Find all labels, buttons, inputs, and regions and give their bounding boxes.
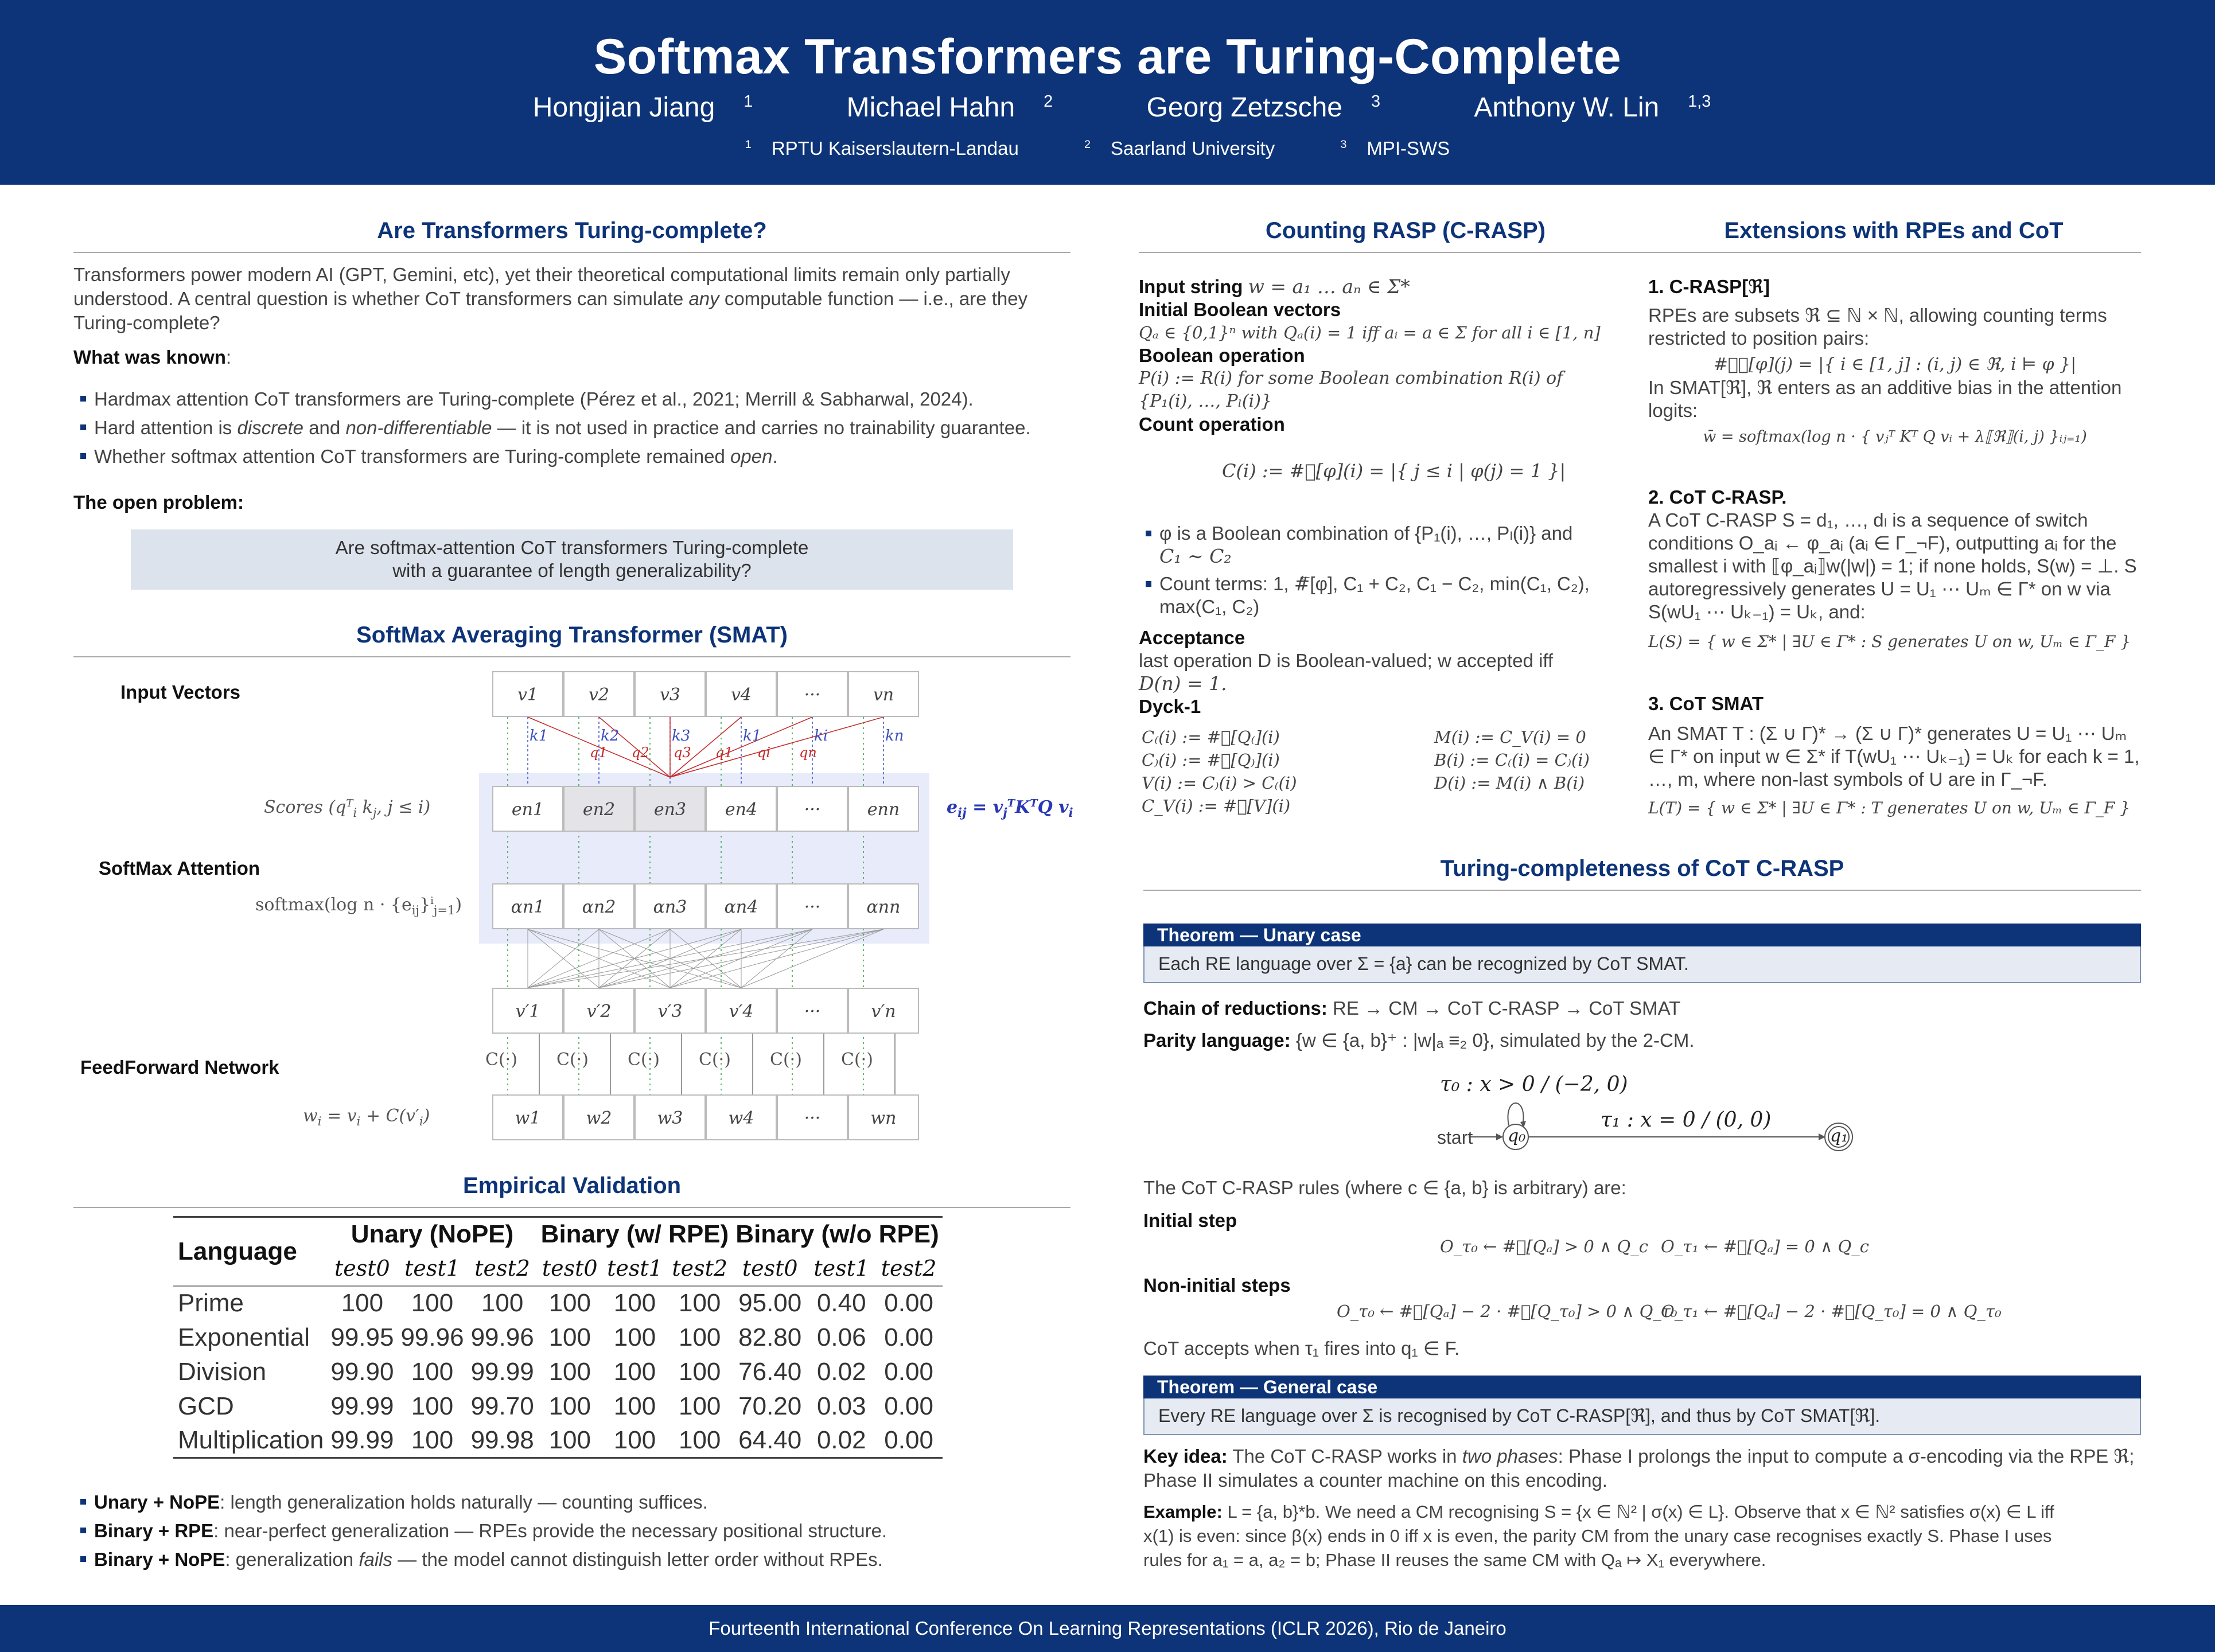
value-cell: 100 (602, 1286, 667, 1320)
value-cell: 100 (411, 1392, 454, 1420)
query-label: qn (799, 745, 817, 761)
smat-cell-a: αn2 (563, 883, 634, 929)
crasp-section-title: Counting RASP (C-RASP) (1139, 218, 1672, 253)
crasp-bool-formula: P(i) := R(i) for some Boolean combination R(i) of (1139, 368, 1563, 388)
value-cell: 100 (667, 1286, 732, 1320)
subcolumn-header: test2 (672, 1256, 728, 1281)
author: Michael Hahn $^2$ (846, 92, 1053, 123)
subcolumn-header: test0 (742, 1256, 798, 1281)
smat-cell-w: w3 (634, 1094, 706, 1140)
value-cell: 100 (678, 1323, 721, 1351)
ext-formula: w̄ = softmax(log n · { vⱼᵀ Kᵀ Q vᵢ + λ⟦ℜ⟧(i, j) }ᵢⱼ₌₁) (1703, 428, 2087, 446)
table-row (173, 1389, 943, 1424)
smat-cell-v: v2 (563, 671, 634, 717)
dyck-rule: M(i) := C_V(i) = 0 (1434, 727, 1586, 747)
value-cell: 99.90 (330, 1357, 394, 1386)
ext-formula: L(S) = { w ∈ Σ* | ∃U ∈ Γ* : S generates U on w, Uₘ ∈ Γ_F } (1648, 632, 2131, 651)
chain-of-reductions: Chain of reductions: RE → CM → CoT C-RASP → CoT SMAT (1143, 998, 1681, 1019)
crasp-init-formula: Qₐ ∈ {0,1}ⁿ with Qₐ(i) = 1 iff aᵢ = a ∈ Σ for all i ∈ [1, n] (1139, 323, 1601, 342)
crasp-count-label: Count operation (1139, 414, 1285, 435)
ext-subtitle: 3. CoT SMAT (1648, 693, 1764, 714)
open-problem-line: with a guarantee of length generalizability? (392, 560, 752, 581)
dyck-right-column (1434, 726, 1641, 794)
ext-section-title: Extensions with RPEs and CoT (1646, 218, 2141, 253)
affiliation: $^2$ Saarland University (1084, 138, 1275, 159)
value-cell: 100 (548, 1323, 591, 1351)
value-cell: 99.95 (330, 1323, 394, 1351)
smat-cell-e: enn (848, 786, 919, 832)
key-label: kn (885, 727, 904, 745)
ext-formula: L(T) = { w ∈ Σ* | ∃U ∈ Γ* : T generates U on w, Uₘ ∈ Γ_F } (1648, 798, 2131, 817)
list-item: Count terms: 1, #⃖[φ], C₁ + C₂, C₁ − C₂, min(C₁, C₂), max(C₁, C₂) (1142, 572, 1630, 618)
column-group-header: Binary (w/ RPE) (538, 1217, 733, 1252)
affiliation: $^3$ MPI-SWS (1340, 138, 1450, 159)
smat-cell-v: ··· (777, 671, 848, 717)
list-item: Hardmax attention CoT transformers are Turing-complete (Pérez et al., 2021; Merrill & Sabharwal, 2024). (77, 387, 1069, 411)
subcolumn-header: test0 (334, 1256, 390, 1281)
residual-formula: $w_i = v_i + C(v'_i)$ (303, 1106, 430, 1128)
value-cell: 100 (548, 1392, 591, 1420)
value-cell: 0.00 (884, 1392, 933, 1420)
language-cell: Multiplication (173, 1424, 327, 1458)
table-row (173, 1320, 943, 1355)
smat-cell-w: ··· (777, 1094, 848, 1140)
smat-cell-w: w4 (706, 1094, 777, 1140)
ext-text: A CoT C-RASP S = d₁, …, dₗ is a sequence of switch (1648, 509, 2088, 531)
value-cell: 0.40 (808, 1286, 875, 1320)
subcolumn-header: test2 (474, 1256, 530, 1281)
column-header: Language (173, 1217, 327, 1286)
value-cell: 0.00 (875, 1424, 942, 1458)
ffn-label: C(·) (699, 1050, 731, 1070)
subcolumn-header: test1 (404, 1256, 460, 1281)
smat-cell-e: en3 (634, 786, 706, 832)
list-item: φ is a Boolean combination of {P₁(i), …, Pₗ(i)} and C₁ ∼ C₂ (1142, 522, 1630, 568)
dyck-rule: C_V(i) := #⃖[V](i) (1142, 796, 1291, 816)
list-item: Binary + RPE: near-perfect generalization — RPEs provide the necessary positional structure. (77, 1519, 1069, 1543)
ext-text: conditions O_aᵢ ← φ_aᵢ (aᵢ ∈ Γ_¬F), outputting aᵢ for the (1648, 532, 2117, 554)
query-label: qi (757, 745, 771, 761)
initial-rule: O_τ₁ ← #⃖[Qₐ] = 0 ∧ Q_c (1661, 1237, 1870, 1256)
theorem-unary-header: Theorem — Unary case (1143, 924, 2141, 946)
table-row (173, 1355, 943, 1389)
list-item: Whether softmax attention CoT transformers are Turing-complete remained open. (77, 445, 1069, 469)
column-group-header: Binary (w/o RPE) (732, 1217, 943, 1252)
smat-cell-vp: ··· (777, 988, 848, 1034)
smat-cell-vp: v′1 (492, 988, 563, 1034)
value-cell: 99.99 (327, 1424, 397, 1458)
subcolumn-header: test0 (542, 1256, 598, 1281)
smat-cell-e: ··· (777, 786, 848, 832)
empirical-section-title: Empirical Validation (73, 1173, 1070, 1208)
noninitial-step-label: Non-initial steps (1143, 1275, 1291, 1296)
ext-subtitle: 2. CoT C-RASP. (1648, 486, 1787, 508)
acceptance-text: D(n) = 1. (1139, 672, 1227, 695)
eij-formula: $e_{ij} = v_j^TK^TQ$ $v_i$ (947, 797, 1073, 820)
example: Example: L = {a, b}*b. We need a CM recognising S = {x ∈ ℕ² | σ(x) ∈ L}. Observe that x ∈ ℕ² satisfies σ(x) ∈ L iff x(1) is even: since β(x) ends in 0 iff x is even, the parity CM from the unary case recognises exactly S. Phase I uses rules for a₁ = a, a₂ = b; Phase II reuses the same CM with Qₐ ↦ X₁ everywhere. (1143, 1502, 2054, 1570)
ext-text: In SMAT[ℜ], ℜ enters as an additive bias in the attention logits: (1648, 377, 2122, 421)
theorem-general-header: Theorem — General case (1143, 1376, 2141, 1398)
empirical-notes (77, 1490, 1069, 1576)
dyck-rule: D(i) := M(i) ∧ B(i) (1434, 773, 1585, 793)
initial-step-label: Initial step (1143, 1210, 1237, 1231)
dyck-label: Dyck-1 (1139, 696, 1201, 717)
subcolumn-header: test1 (607, 1256, 663, 1281)
smat-section-title: SoftMax Averaging Transformer (SMAT) (73, 622, 1070, 657)
smat-cell-a: αn4 (706, 883, 777, 929)
value-cell: 100 (613, 1357, 656, 1386)
theorem-unary-body: Each RE language over Σ = {a} can be recognized by CoT SMAT. (1143, 946, 2141, 983)
ext-crasp-r (1648, 275, 2142, 449)
noninitial-rule: O_τ₁ ← #⃖[Qₐ] − 2 · #⃖[Q_τ₀] = 0 ∧ Q_τ₀ (1661, 1302, 2002, 1321)
value-cell: 82.80 (738, 1323, 802, 1351)
theorem-general-body: Every RE language over Σ is recognised by CoT C-RASP[ℜ], and thus by CoT SMAT[ℜ]. (1143, 1398, 2141, 1435)
list-item: Binary + NoPE: generalization fails — the model cannot distinguish letter order without RPEs. (77, 1548, 1069, 1572)
value-cell: 95.00 (732, 1286, 808, 1320)
smat-cell-w: w1 (492, 1094, 563, 1140)
crasp-bool-formula: {P₁(i), …, Pₗ(i)} (1139, 391, 1272, 411)
start-arrowhead (1496, 1133, 1503, 1140)
query-label: q3 (674, 745, 691, 761)
open-problem-label: The open problem: (73, 492, 244, 513)
value-cell: 100 (613, 1323, 656, 1351)
smat-cell-v: v1 (492, 671, 563, 717)
ext-text: autoregressively generates U = U₁ ⋯ Uₘ ∈ Γ* on w via (1648, 578, 2111, 599)
key-label: k1 (743, 727, 762, 745)
value-cell: 0.00 (875, 1286, 942, 1320)
value-cell: 100 (613, 1392, 656, 1420)
value-cell: 99.96 (400, 1323, 464, 1351)
intro-section-title: Are Transformers Turing-complete? (73, 218, 1070, 253)
value-cell: 99.98 (468, 1424, 538, 1458)
input-vectors-label: Input Vectors (120, 681, 241, 703)
smat-cell-v: v3 (634, 671, 706, 717)
value-cell: 99.99 (330, 1392, 394, 1420)
acceptance-note: CoT accepts when τ₁ fires into q₁ ∈ F. (1143, 1338, 1460, 1359)
table-row (173, 1286, 943, 1320)
ffn-label: C(·) (841, 1050, 873, 1070)
softmax-formula: softmax(log $n \cdot \{e_{ij}\}^i_{j=1}$) (255, 895, 462, 917)
dyck-rule: B(i) := C₍(i) = C₎(i) (1434, 750, 1590, 770)
smat-cell-a: αn1 (492, 883, 563, 929)
value-cell: 64.40 (732, 1424, 808, 1458)
results-table (173, 1216, 943, 1459)
ext-cot-crasp (1648, 486, 2142, 653)
ext-text: S(wU₁ ⋯ Uₖ₋₁) = Uₖ, and: (1648, 601, 1866, 622)
crasp-input: Input string w = a₁ … aₙ ∈ Σ* (1139, 275, 1410, 298)
smat-cell-w: wn (848, 1094, 919, 1140)
smat-cell-vp: v′2 (563, 988, 634, 1034)
value-cell: 0.06 (816, 1323, 866, 1351)
crasp-init-label: Initial Boolean vectors (1139, 299, 1341, 320)
key-idea: Key idea: The CoT C-RASP works in two phases: Phase I prolongs the input to compute a σ-encoding via the RPE ℜ; Phase II simulates a counter machine on this encoding. (1143, 1446, 2135, 1491)
value-cell: 100 (411, 1357, 454, 1386)
tau1-label: τ₁ : x = 0 / (0, 0) (1601, 1108, 1772, 1132)
crasp-definition (1139, 275, 1632, 436)
poster-footer: Fourteenth International Conference On Learning Representations (ICLR 2026), Rio de Janeiro (0, 1605, 2215, 1652)
language-cell: Prime (173, 1286, 327, 1320)
smat-cell-e: en4 (706, 786, 777, 832)
initial-rule: O_τ₀ ← #⃖[Qₐ] > 0 ∧ Q_c (1440, 1237, 1649, 1256)
ext-text: ∈ Γ* on input w ∈ Σ* if T(wU₁ ⋯ Uₖ₋₁) = Uₖ for each k = 1, (1648, 746, 2140, 767)
table-row (173, 1424, 943, 1458)
smat-cell-vp: v′n (848, 988, 919, 1034)
ext-text: RPEs are subsets ℜ ⊆ ℕ × ℕ, allowing counting terms restricted to position pairs: (1648, 305, 2107, 349)
dyck-rule: V(i) := C₎(i) > C₍(i) (1142, 773, 1297, 793)
value-cell: 76.40 (738, 1357, 802, 1386)
list-item: Unary + NoPE: length generalization holds naturally — counting suffices. (77, 1490, 1069, 1514)
smat-cell-a: αnn (848, 883, 919, 929)
smat-cell-v: v4 (706, 671, 777, 717)
smat-cell-a: αn3 (634, 883, 706, 929)
ext-text: smallest i with ⟦φ_aᵢ⟧w(|w|) = 1; if none holds, S(w) = ⊥. S (1648, 555, 2137, 576)
key-label: k2 (601, 727, 620, 745)
query-label: q1 (715, 745, 733, 761)
softmax-attention-label: SoftMax Attention (99, 858, 260, 879)
value-cell: 100 (678, 1392, 721, 1420)
value-cell: 99.99 (470, 1357, 534, 1386)
value-cell: 100 (678, 1357, 721, 1386)
language-cell: Exponential (178, 1323, 310, 1351)
value-cell: 100 (602, 1424, 667, 1458)
smat-cell-e: en2 (563, 786, 634, 832)
value-cell: 100 (397, 1286, 467, 1320)
value-cell: 0.00 (884, 1323, 933, 1351)
ffn-label: C(·) (770, 1050, 802, 1070)
tau0-label: τ₀ : x > 0 / (−2, 0) (1440, 1073, 1628, 1096)
value-cell: 0.02 (816, 1357, 866, 1386)
key-label: ki (814, 727, 828, 745)
start-label: start (1437, 1127, 1473, 1148)
ffn-label: C(·) (485, 1050, 517, 1070)
parity-language: Parity language: {w ∈ {a, b}⁺ : |w|ₐ ≡₂ 0}, simulated by the 2-CM. (1143, 1030, 1695, 1051)
smat-cell-vp: v′4 (706, 988, 777, 1034)
key-label: k3 (672, 727, 691, 745)
value-cell: 0.02 (808, 1424, 875, 1458)
crasp-count-formula: C(i) := #⃖[φ](i) = |{ j ≤ i | φ(j) = 1 }| (1222, 460, 1566, 482)
author: Georg Zetzsche $^3$ (1146, 92, 1380, 123)
intro-paragraph: Transformers power modern AI (GPT, Gemini, etc), yet their theoretical computational limits remain only partially understood. A central question is whether CoT transformers can simulate any computable function — i.e., are they Turing-complete? (73, 264, 1028, 333)
value-cell: 0.00 (884, 1357, 933, 1386)
query-connector (670, 717, 883, 777)
acceptance-text: last operation D is Boolean-valued; w accepted iff (1139, 650, 1554, 671)
ffn-label: C(·) (628, 1050, 660, 1070)
query-label: q2 (632, 745, 649, 761)
noninitial-rule: O_τ₀ ← #⃖[Qₐ] − 2 · #⃖[Q_τ₀] > 0 ∧ Q_τ₀ (1337, 1302, 1677, 1321)
value-cell: 100 (327, 1286, 397, 1320)
scores-label: Scores ($q^T_i$ $k_j$, j ≤ i) (264, 797, 431, 820)
query-label: q1 (590, 745, 608, 761)
known-label: What was known: (73, 346, 232, 368)
turing-section-title: Turing-completeness of CoT C-RASP (1143, 856, 2141, 891)
value-cell: 100 (397, 1424, 467, 1458)
affiliation: $^1$ RPTU Kaiserslautern-Landau (745, 138, 1019, 159)
value-cell: 100 (538, 1424, 602, 1458)
ext-cot-smat (1648, 692, 2142, 820)
poster-title: Softmax Transformers are Turing-Complete (593, 29, 1622, 84)
value-cell: 100 (548, 1357, 591, 1386)
list-item: Hard attention is discrete and non-differentiable — it is not used in practice and carries no trainability guarantee. (77, 416, 1069, 440)
dyck-left-column (1142, 726, 1406, 817)
ext-text: …, m, where non-last symbols of U are in Γ_¬F. (1648, 769, 2047, 790)
subcolumn-header: test1 (813, 1256, 870, 1281)
feedforward-label: FeedForward Network (80, 1057, 279, 1078)
column-group-header: Unary (NoPE) (327, 1217, 537, 1252)
value-cell: 99.70 (470, 1392, 534, 1420)
rules-intro: The CoT C-RASP rules (where c ∈ {a, b} is arbitrary) are: (1143, 1177, 1626, 1198)
ext-subtitle: 1. C-RASP[ℜ] (1648, 276, 1770, 297)
language-cell: GCD (178, 1392, 234, 1420)
author: Hongjian Jiang $^1$ (532, 92, 753, 123)
dyck-rule: C₍(i) := #⃖[Q₍](i) (1142, 727, 1280, 747)
subcolumn-header: test2 (881, 1256, 937, 1281)
smat-cell-v: vn (848, 671, 919, 717)
value-cell: 100 (538, 1286, 602, 1320)
value-cell: 100 (667, 1424, 732, 1458)
ffn-label: C(·) (556, 1050, 589, 1070)
language-cell: Division (178, 1357, 267, 1386)
author: Anthony W. Lin $^{1,3}$ (1474, 92, 1711, 123)
ext-text: An SMAT T : (Σ ∪ Γ)* → (Σ ∪ Γ)* generates U = U₁ ⋯ Uₘ (1648, 723, 2127, 744)
smat-cell-w: w2 (563, 1094, 634, 1140)
key-label: k1 (530, 727, 548, 745)
acceptance-label: Acceptance (1139, 627, 1245, 648)
q1-label: q₁ (1830, 1126, 1848, 1146)
ext-formula: #⃖ℜ[φ](j) = |{ i ∈ [1, j] : (i, j) ∈ ℜ, i ⊨ φ }| (1713, 354, 2077, 375)
table-header-row (173, 1217, 943, 1252)
smat-cell-e: en1 (492, 786, 563, 832)
value-cell: 70.20 (738, 1392, 802, 1420)
open-problem-line: Are softmax-attention CoT transformers Turing-complete (335, 537, 809, 558)
crasp-bullets (1142, 522, 1630, 623)
crasp-acceptance (1139, 626, 1632, 718)
q0-label: q₀ (1508, 1126, 1526, 1146)
smat-cell-vp: v′3 (634, 988, 706, 1034)
value-cell: 100 (468, 1286, 538, 1320)
value-cell: 99.96 (470, 1323, 534, 1351)
value-cell: 0.03 (816, 1392, 866, 1420)
crasp-bool-label: Boolean operation (1139, 345, 1305, 366)
dyck-rule: C₎(i) := #⃖[Q₎](i) (1142, 750, 1280, 770)
smat-cell-a: ··· (777, 883, 848, 929)
